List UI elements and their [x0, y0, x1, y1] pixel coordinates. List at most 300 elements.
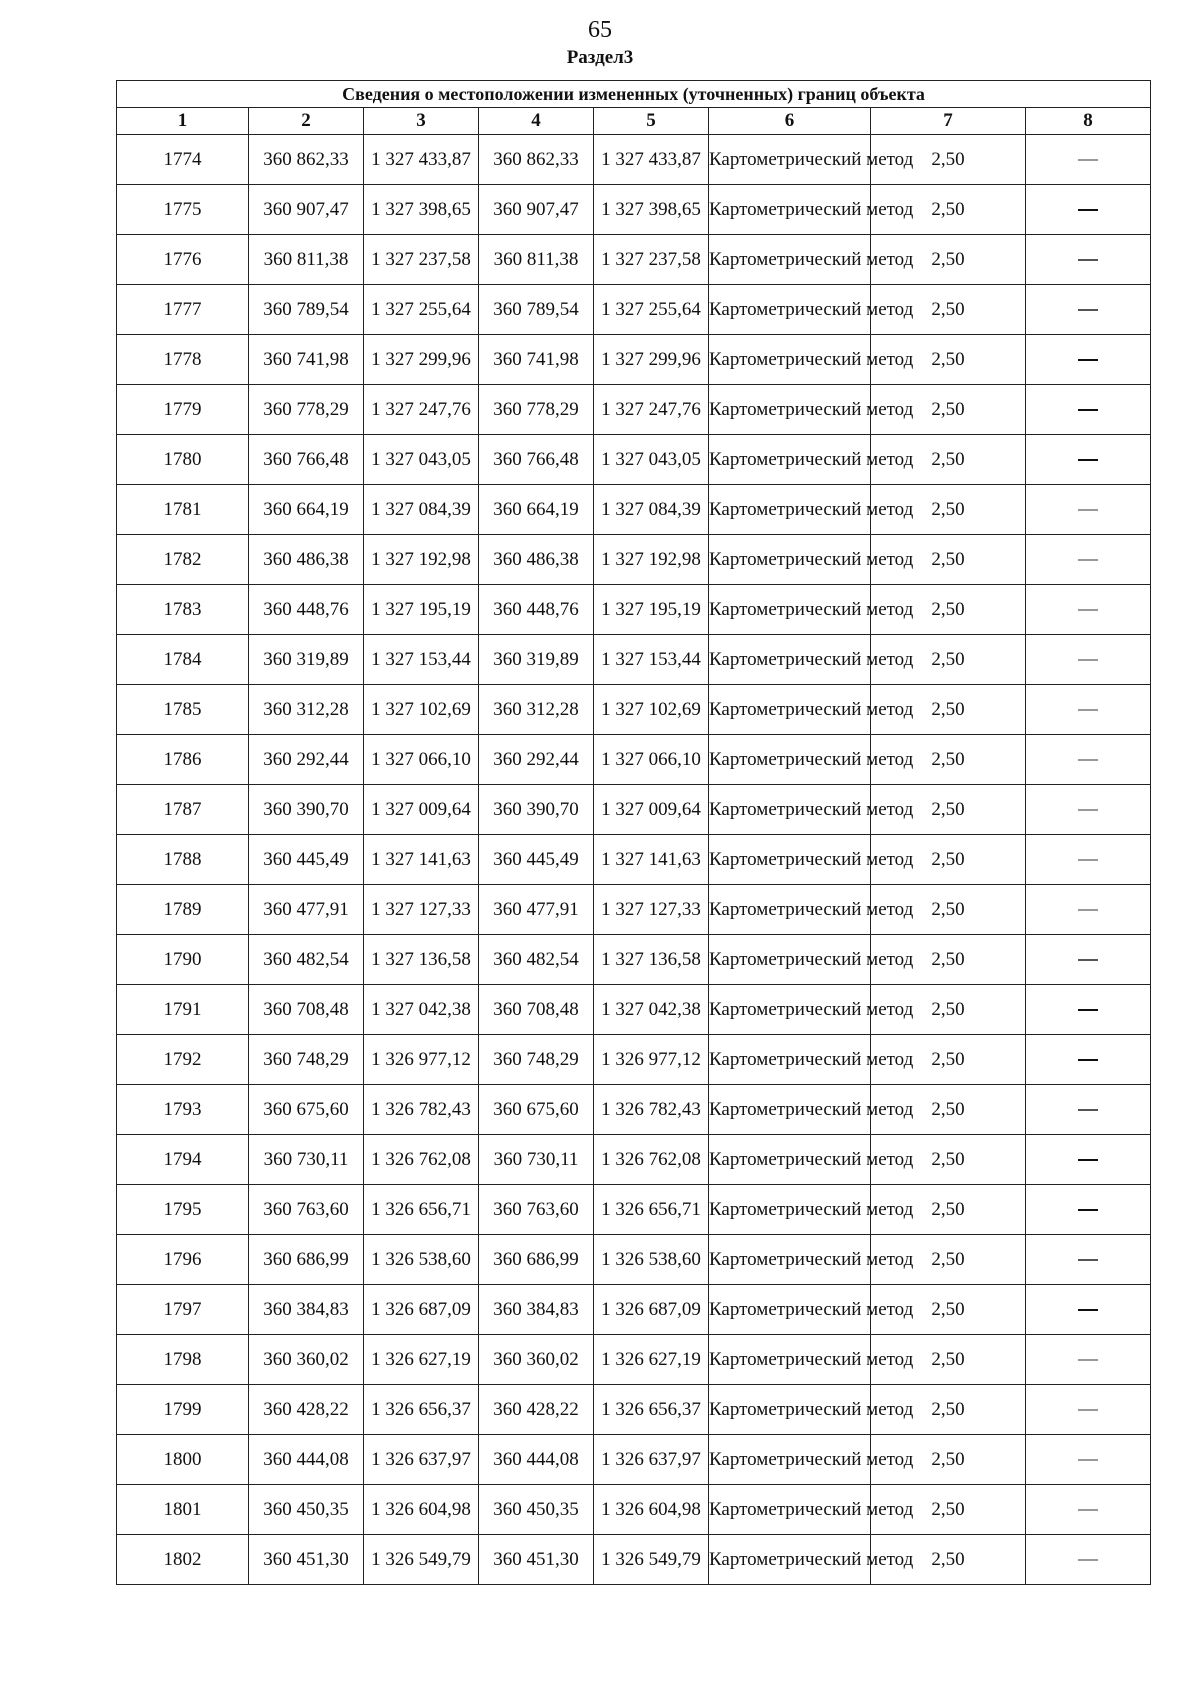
- point-number-cell: 1783: [117, 585, 249, 635]
- x-existing-cell: 360 444,08: [249, 1435, 364, 1485]
- column-number-5: 5: [594, 108, 709, 135]
- x-refined-cell: 360 748,29: [479, 1035, 594, 1085]
- table-row: [117, 185, 1151, 235]
- accuracy-cell: 2,50: [871, 1185, 1026, 1235]
- y-refined-cell: 1 327 299,96: [594, 335, 709, 385]
- point-number-cell: 1801: [117, 1485, 249, 1535]
- description-cell: [1026, 585, 1151, 635]
- y-existing-cell: 1 327 066,10: [364, 735, 479, 785]
- y-refined-cell: 1 327 141,63: [594, 835, 709, 885]
- column-number-7: 7: [871, 108, 1026, 135]
- y-existing-cell: 1 327 255,64: [364, 285, 479, 335]
- method-cell: Картометрический метод: [709, 335, 871, 385]
- y-refined-cell: 1 326 656,71: [594, 1185, 709, 1235]
- dash-mark: [1078, 259, 1098, 261]
- table-row: [117, 1535, 1151, 1585]
- method-cell: Картометрический метод: [709, 1085, 871, 1135]
- accuracy-cell: 2,50: [871, 935, 1026, 985]
- method-cell: Картометрический метод: [709, 135, 871, 185]
- column-number-1: 1: [117, 108, 249, 135]
- method-cell: Картометрический метод: [709, 585, 871, 635]
- x-existing-cell: 360 686,99: [249, 1235, 364, 1285]
- dash-mark: [1078, 709, 1098, 711]
- y-existing-cell: 1 327 102,69: [364, 685, 479, 735]
- y-refined-cell: 1 326 637,97: [594, 1435, 709, 1485]
- table-row: [117, 1285, 1151, 1335]
- point-number-cell: 1778: [117, 335, 249, 385]
- description-cell: [1026, 885, 1151, 935]
- x-existing-cell: 360 708,48: [249, 985, 364, 1035]
- accuracy-cell: 2,50: [871, 835, 1026, 885]
- accuracy-cell: 2,50: [871, 785, 1026, 835]
- table-caption: Сведения о местоположении измененных (уточненных) границ объекта: [117, 81, 1151, 108]
- y-existing-cell: 1 326 637,97: [364, 1435, 479, 1485]
- point-number-cell: 1793: [117, 1085, 249, 1135]
- y-existing-cell: 1 327 009,64: [364, 785, 479, 835]
- description-cell: [1026, 735, 1151, 785]
- x-refined-cell: 360 789,54: [479, 285, 594, 335]
- x-refined-cell: 360 708,48: [479, 985, 594, 1035]
- y-existing-cell: 1 326 656,71: [364, 1185, 479, 1235]
- x-refined-cell: 360 428,22: [479, 1385, 594, 1435]
- point-number-cell: 1782: [117, 535, 249, 585]
- point-number-cell: 1785: [117, 685, 249, 735]
- x-refined-cell: 360 312,28: [479, 685, 594, 735]
- dash-mark: [1078, 1009, 1098, 1011]
- y-existing-cell: 1 327 192,98: [364, 535, 479, 585]
- method-cell: Картометрический метод: [709, 1235, 871, 1285]
- y-refined-cell: 1 327 066,10: [594, 735, 709, 785]
- table-row: [117, 535, 1151, 585]
- y-refined-cell: 1 327 433,87: [594, 135, 709, 185]
- table-row: [117, 585, 1151, 635]
- table-row: [117, 935, 1151, 985]
- y-refined-cell: 1 327 398,65: [594, 185, 709, 235]
- x-refined-cell: 360 445,49: [479, 835, 594, 885]
- y-existing-cell: 1 327 247,76: [364, 385, 479, 435]
- dash-mark: [1078, 1309, 1098, 1311]
- dash-mark: [1078, 1359, 1098, 1361]
- method-cell: Картометрический метод: [709, 235, 871, 285]
- y-existing-cell: 1 327 237,58: [364, 235, 479, 285]
- x-existing-cell: 360 664,19: [249, 485, 364, 535]
- dash-mark: [1078, 409, 1098, 411]
- point-number-cell: 1791: [117, 985, 249, 1035]
- x-existing-cell: 360 319,89: [249, 635, 364, 685]
- x-refined-cell: 360 766,48: [479, 435, 594, 485]
- method-cell: Картометрический метод: [709, 1385, 871, 1435]
- method-cell: Картометрический метод: [709, 635, 871, 685]
- x-refined-cell: 360 763,60: [479, 1185, 594, 1235]
- x-existing-cell: 360 862,33: [249, 135, 364, 185]
- x-existing-cell: 360 360,02: [249, 1335, 364, 1385]
- y-refined-cell: 1 326 627,19: [594, 1335, 709, 1385]
- table-row: [117, 1035, 1151, 1085]
- accuracy-cell: 2,50: [871, 435, 1026, 485]
- point-number-cell: 1777: [117, 285, 249, 335]
- y-existing-cell: 1 326 604,98: [364, 1485, 479, 1535]
- x-refined-cell: 360 862,33: [479, 135, 594, 185]
- description-cell: [1026, 1435, 1151, 1485]
- description-cell: [1026, 135, 1151, 185]
- table-row: [117, 885, 1151, 935]
- x-existing-cell: 360 730,11: [249, 1135, 364, 1185]
- accuracy-cell: 2,50: [871, 1385, 1026, 1435]
- table-row: [117, 785, 1151, 835]
- accuracy-cell: 2,50: [871, 235, 1026, 285]
- x-refined-cell: 360 319,89: [479, 635, 594, 685]
- x-refined-cell: 360 450,35: [479, 1485, 594, 1535]
- x-refined-cell: 360 486,38: [479, 535, 594, 585]
- y-refined-cell: 1 326 549,79: [594, 1535, 709, 1585]
- description-cell: [1026, 635, 1151, 685]
- x-existing-cell: 360 486,38: [249, 535, 364, 585]
- y-refined-cell: 1 327 255,64: [594, 285, 709, 335]
- x-existing-cell: 360 748,29: [249, 1035, 364, 1085]
- description-cell: [1026, 285, 1151, 335]
- x-existing-cell: 360 390,70: [249, 785, 364, 835]
- x-refined-cell: 360 384,83: [479, 1285, 594, 1335]
- description-cell: [1026, 385, 1151, 435]
- point-number-cell: 1775: [117, 185, 249, 235]
- x-refined-cell: 360 444,08: [479, 1435, 594, 1485]
- x-refined-cell: 360 390,70: [479, 785, 594, 835]
- x-existing-cell: 360 384,83: [249, 1285, 364, 1335]
- table-row: [117, 835, 1151, 885]
- x-existing-cell: 360 445,49: [249, 835, 364, 885]
- y-refined-cell: 1 326 782,43: [594, 1085, 709, 1135]
- section-title: Раздел3: [566, 47, 634, 68]
- table-row: [117, 285, 1151, 335]
- table-row: [117, 1485, 1151, 1535]
- table-body: [117, 135, 1151, 1585]
- column-number-3: 3: [364, 108, 479, 135]
- table-row: [117, 1185, 1151, 1235]
- dash-mark: [1078, 159, 1098, 161]
- point-number-cell: 1796: [117, 1235, 249, 1285]
- dash-mark: [1078, 1509, 1098, 1511]
- x-existing-cell: 360 675,60: [249, 1085, 364, 1135]
- x-existing-cell: 360 763,60: [249, 1185, 364, 1235]
- accuracy-cell: 2,50: [871, 985, 1026, 1035]
- point-number-cell: 1779: [117, 385, 249, 435]
- accuracy-cell: 2,50: [871, 135, 1026, 185]
- x-existing-cell: 360 778,29: [249, 385, 364, 435]
- table-row: [117, 1085, 1151, 1135]
- y-refined-cell: 1 327 102,69: [594, 685, 709, 735]
- table-row: [117, 1135, 1151, 1185]
- x-refined-cell: 360 741,98: [479, 335, 594, 385]
- accuracy-cell: 2,50: [871, 185, 1026, 235]
- y-existing-cell: 1 327 136,58: [364, 935, 479, 985]
- method-cell: Картометрический метод: [709, 485, 871, 535]
- point-number-cell: 1794: [117, 1135, 249, 1185]
- dash-mark: [1078, 209, 1098, 211]
- dash-mark: [1078, 1409, 1098, 1411]
- dash-mark: [1078, 859, 1098, 861]
- x-existing-cell: 360 766,48: [249, 435, 364, 485]
- point-number-cell: 1795: [117, 1185, 249, 1235]
- y-existing-cell: 1 327 127,33: [364, 885, 479, 935]
- y-existing-cell: 1 327 042,38: [364, 985, 479, 1035]
- description-cell: [1026, 1485, 1151, 1535]
- description-cell: [1026, 485, 1151, 535]
- accuracy-cell: 2,50: [871, 1285, 1026, 1335]
- accuracy-cell: 2,50: [871, 535, 1026, 585]
- x-existing-cell: 360 451,30: [249, 1535, 364, 1585]
- method-cell: Картометрический метод: [709, 435, 871, 485]
- x-refined-cell: 360 778,29: [479, 385, 594, 435]
- y-existing-cell: 1 327 299,96: [364, 335, 479, 385]
- y-refined-cell: 1 327 009,64: [594, 785, 709, 835]
- point-number-cell: 1797: [117, 1285, 249, 1335]
- column-number-6: 6: [709, 108, 871, 135]
- x-refined-cell: 360 907,47: [479, 185, 594, 235]
- point-number-cell: 1780: [117, 435, 249, 485]
- point-number-cell: 1799: [117, 1385, 249, 1435]
- point-number-cell: 1781: [117, 485, 249, 535]
- accuracy-cell: 2,50: [871, 335, 1026, 385]
- method-cell: Картометрический метод: [709, 1335, 871, 1385]
- description-cell: [1026, 1385, 1151, 1435]
- x-existing-cell: 360 907,47: [249, 185, 364, 235]
- column-number-row: [117, 108, 1151, 135]
- point-number-cell: 1788: [117, 835, 249, 885]
- dash-mark: [1078, 1459, 1098, 1461]
- x-refined-cell: 360 664,19: [479, 485, 594, 535]
- description-cell: [1026, 935, 1151, 985]
- accuracy-cell: 2,50: [871, 485, 1026, 535]
- x-refined-cell: 360 686,99: [479, 1235, 594, 1285]
- accuracy-cell: 2,50: [871, 635, 1026, 685]
- x-existing-cell: 360 448,76: [249, 585, 364, 635]
- dash-mark: [1078, 1159, 1098, 1161]
- y-existing-cell: 1 326 977,12: [364, 1035, 479, 1085]
- x-existing-cell: 360 811,38: [249, 235, 364, 285]
- description-cell: [1026, 1235, 1151, 1285]
- description-cell: [1026, 1085, 1151, 1135]
- y-refined-cell: 1 327 136,58: [594, 935, 709, 985]
- accuracy-cell: 2,50: [871, 885, 1026, 935]
- y-existing-cell: 1 327 433,87: [364, 135, 479, 185]
- method-cell: Картометрический метод: [709, 285, 871, 335]
- y-existing-cell: 1 327 195,19: [364, 585, 479, 635]
- description-cell: [1026, 185, 1151, 235]
- accuracy-cell: 2,50: [871, 1085, 1026, 1135]
- dash-mark: [1078, 759, 1098, 761]
- point-number-cell: 1792: [117, 1035, 249, 1085]
- y-existing-cell: 1 327 043,05: [364, 435, 479, 485]
- point-number-cell: 1784: [117, 635, 249, 685]
- y-refined-cell: 1 326 977,12: [594, 1035, 709, 1085]
- accuracy-cell: 2,50: [871, 1485, 1026, 1535]
- column-number-8: 8: [1026, 108, 1151, 135]
- y-refined-cell: 1 326 687,09: [594, 1285, 709, 1335]
- table-row: [117, 685, 1151, 735]
- x-existing-cell: 360 741,98: [249, 335, 364, 385]
- method-cell: Картометрический метод: [709, 785, 871, 835]
- table-row: [117, 735, 1151, 785]
- y-existing-cell: 1 326 538,60: [364, 1235, 479, 1285]
- x-existing-cell: 360 450,35: [249, 1485, 364, 1535]
- method-cell: Картометрический метод: [709, 835, 871, 885]
- column-number-4: 4: [479, 108, 594, 135]
- page-number: 65: [588, 17, 612, 43]
- table-row: [117, 135, 1151, 185]
- accuracy-cell: 2,50: [871, 1035, 1026, 1085]
- dash-mark: [1078, 909, 1098, 911]
- y-refined-cell: 1 326 604,98: [594, 1485, 709, 1535]
- x-refined-cell: 360 477,91: [479, 885, 594, 935]
- description-cell: [1026, 1335, 1151, 1385]
- dash-mark: [1078, 1109, 1098, 1111]
- description-cell: [1026, 235, 1151, 285]
- description-cell: [1026, 335, 1151, 385]
- y-refined-cell: 1 327 192,98: [594, 535, 709, 585]
- method-cell: Картометрический метод: [709, 535, 871, 585]
- x-refined-cell: 360 730,11: [479, 1135, 594, 1185]
- dash-mark: [1078, 959, 1098, 961]
- method-cell: Картометрический метод: [709, 1485, 871, 1535]
- dash-mark: [1078, 559, 1098, 561]
- accuracy-cell: 2,50: [871, 1435, 1026, 1485]
- table-row: [117, 1335, 1151, 1385]
- accuracy-cell: 2,50: [871, 285, 1026, 335]
- accuracy-cell: 2,50: [871, 685, 1026, 735]
- dash-mark: [1078, 659, 1098, 661]
- accuracy-cell: 2,50: [871, 1335, 1026, 1385]
- table-row: [117, 335, 1151, 385]
- method-cell: Картометрический метод: [709, 1185, 871, 1235]
- y-refined-cell: 1 327 043,05: [594, 435, 709, 485]
- column-number-2: 2: [249, 108, 364, 135]
- description-cell: [1026, 435, 1151, 485]
- accuracy-cell: 2,50: [871, 1235, 1026, 1285]
- y-refined-cell: 1 326 762,08: [594, 1135, 709, 1185]
- accuracy-cell: 2,50: [871, 735, 1026, 785]
- method-cell: Картометрический метод: [709, 1135, 871, 1185]
- y-existing-cell: 1 326 782,43: [364, 1085, 479, 1135]
- description-cell: [1026, 1535, 1151, 1585]
- accuracy-cell: 2,50: [871, 1135, 1026, 1185]
- point-number-cell: 1789: [117, 885, 249, 935]
- y-refined-cell: 1 327 247,76: [594, 385, 709, 435]
- y-refined-cell: 1 326 538,60: [594, 1235, 709, 1285]
- point-number-cell: 1800: [117, 1435, 249, 1485]
- table-row: [117, 435, 1151, 485]
- dash-mark: [1078, 509, 1098, 511]
- dash-mark: [1078, 1209, 1098, 1211]
- dash-mark: [1078, 459, 1098, 461]
- description-cell: [1026, 835, 1151, 885]
- x-existing-cell: 360 482,54: [249, 935, 364, 985]
- y-refined-cell: 1 327 084,39: [594, 485, 709, 535]
- x-refined-cell: 360 675,60: [479, 1085, 594, 1135]
- table-row: [117, 1435, 1151, 1485]
- y-existing-cell: 1 327 084,39: [364, 485, 479, 535]
- x-refined-cell: 360 448,76: [479, 585, 594, 635]
- description-cell: [1026, 1185, 1151, 1235]
- point-number-cell: 1790: [117, 935, 249, 985]
- point-number-cell: 1802: [117, 1535, 249, 1585]
- dash-mark: [1078, 309, 1098, 311]
- method-cell: Картометрический метод: [709, 1285, 871, 1335]
- description-cell: [1026, 1135, 1151, 1185]
- description-cell: [1026, 985, 1151, 1035]
- description-cell: [1026, 1035, 1151, 1085]
- x-existing-cell: 360 789,54: [249, 285, 364, 335]
- table-row: [117, 1385, 1151, 1435]
- accuracy-cell: 2,50: [871, 1535, 1026, 1585]
- point-number-cell: 1787: [117, 785, 249, 835]
- y-refined-cell: 1 327 153,44: [594, 635, 709, 685]
- table-row: [117, 985, 1151, 1035]
- point-number-cell: 1776: [117, 235, 249, 285]
- description-cell: [1026, 685, 1151, 735]
- method-cell: Картометрический метод: [709, 1035, 871, 1085]
- method-cell: Картометрический метод: [709, 1435, 871, 1485]
- x-existing-cell: 360 292,44: [249, 735, 364, 785]
- x-refined-cell: 360 811,38: [479, 235, 594, 285]
- dash-mark: [1078, 1059, 1098, 1061]
- y-refined-cell: 1 326 656,37: [594, 1385, 709, 1435]
- boundary-coordinates-table: [116, 80, 1151, 1585]
- method-cell: Картометрический метод: [709, 385, 871, 435]
- y-existing-cell: 1 326 762,08: [364, 1135, 479, 1185]
- dash-mark: [1078, 609, 1098, 611]
- point-number-cell: 1786: [117, 735, 249, 785]
- x-refined-cell: 360 451,30: [479, 1535, 594, 1585]
- method-cell: Картометрический метод: [709, 685, 871, 735]
- y-refined-cell: 1 327 127,33: [594, 885, 709, 935]
- y-existing-cell: 1 326 549,79: [364, 1535, 479, 1585]
- table-row: [117, 1235, 1151, 1285]
- y-existing-cell: 1 326 627,19: [364, 1335, 479, 1385]
- y-existing-cell: 1 327 153,44: [364, 635, 479, 685]
- x-refined-cell: 360 292,44: [479, 735, 594, 785]
- method-cell: Картометрический метод: [709, 885, 871, 935]
- table-row: [117, 385, 1151, 435]
- y-existing-cell: 1 326 687,09: [364, 1285, 479, 1335]
- accuracy-cell: 2,50: [871, 585, 1026, 635]
- y-existing-cell: 1 326 656,37: [364, 1385, 479, 1435]
- point-number-cell: 1798: [117, 1335, 249, 1385]
- dash-mark: [1078, 359, 1098, 361]
- method-cell: Картометрический метод: [709, 985, 871, 1035]
- dash-mark: [1078, 1259, 1098, 1261]
- method-cell: Картометрический метод: [709, 935, 871, 985]
- method-cell: Картометрический метод: [709, 1535, 871, 1585]
- x-existing-cell: 360 312,28: [249, 685, 364, 735]
- x-existing-cell: 360 477,91: [249, 885, 364, 935]
- method-cell: Картометрический метод: [709, 735, 871, 785]
- x-refined-cell: 360 482,54: [479, 935, 594, 985]
- description-cell: [1026, 785, 1151, 835]
- method-cell: Картометрический метод: [709, 185, 871, 235]
- y-existing-cell: 1 327 398,65: [364, 185, 479, 235]
- x-existing-cell: 360 428,22: [249, 1385, 364, 1435]
- dash-mark: [1078, 1559, 1098, 1561]
- y-refined-cell: 1 327 237,58: [594, 235, 709, 285]
- table-row: [117, 235, 1151, 285]
- description-cell: [1026, 1285, 1151, 1335]
- description-cell: [1026, 535, 1151, 585]
- table-row: [117, 485, 1151, 535]
- y-existing-cell: 1 327 141,63: [364, 835, 479, 885]
- y-refined-cell: 1 327 042,38: [594, 985, 709, 1035]
- y-refined-cell: 1 327 195,19: [594, 585, 709, 635]
- accuracy-cell: 2,50: [871, 385, 1026, 435]
